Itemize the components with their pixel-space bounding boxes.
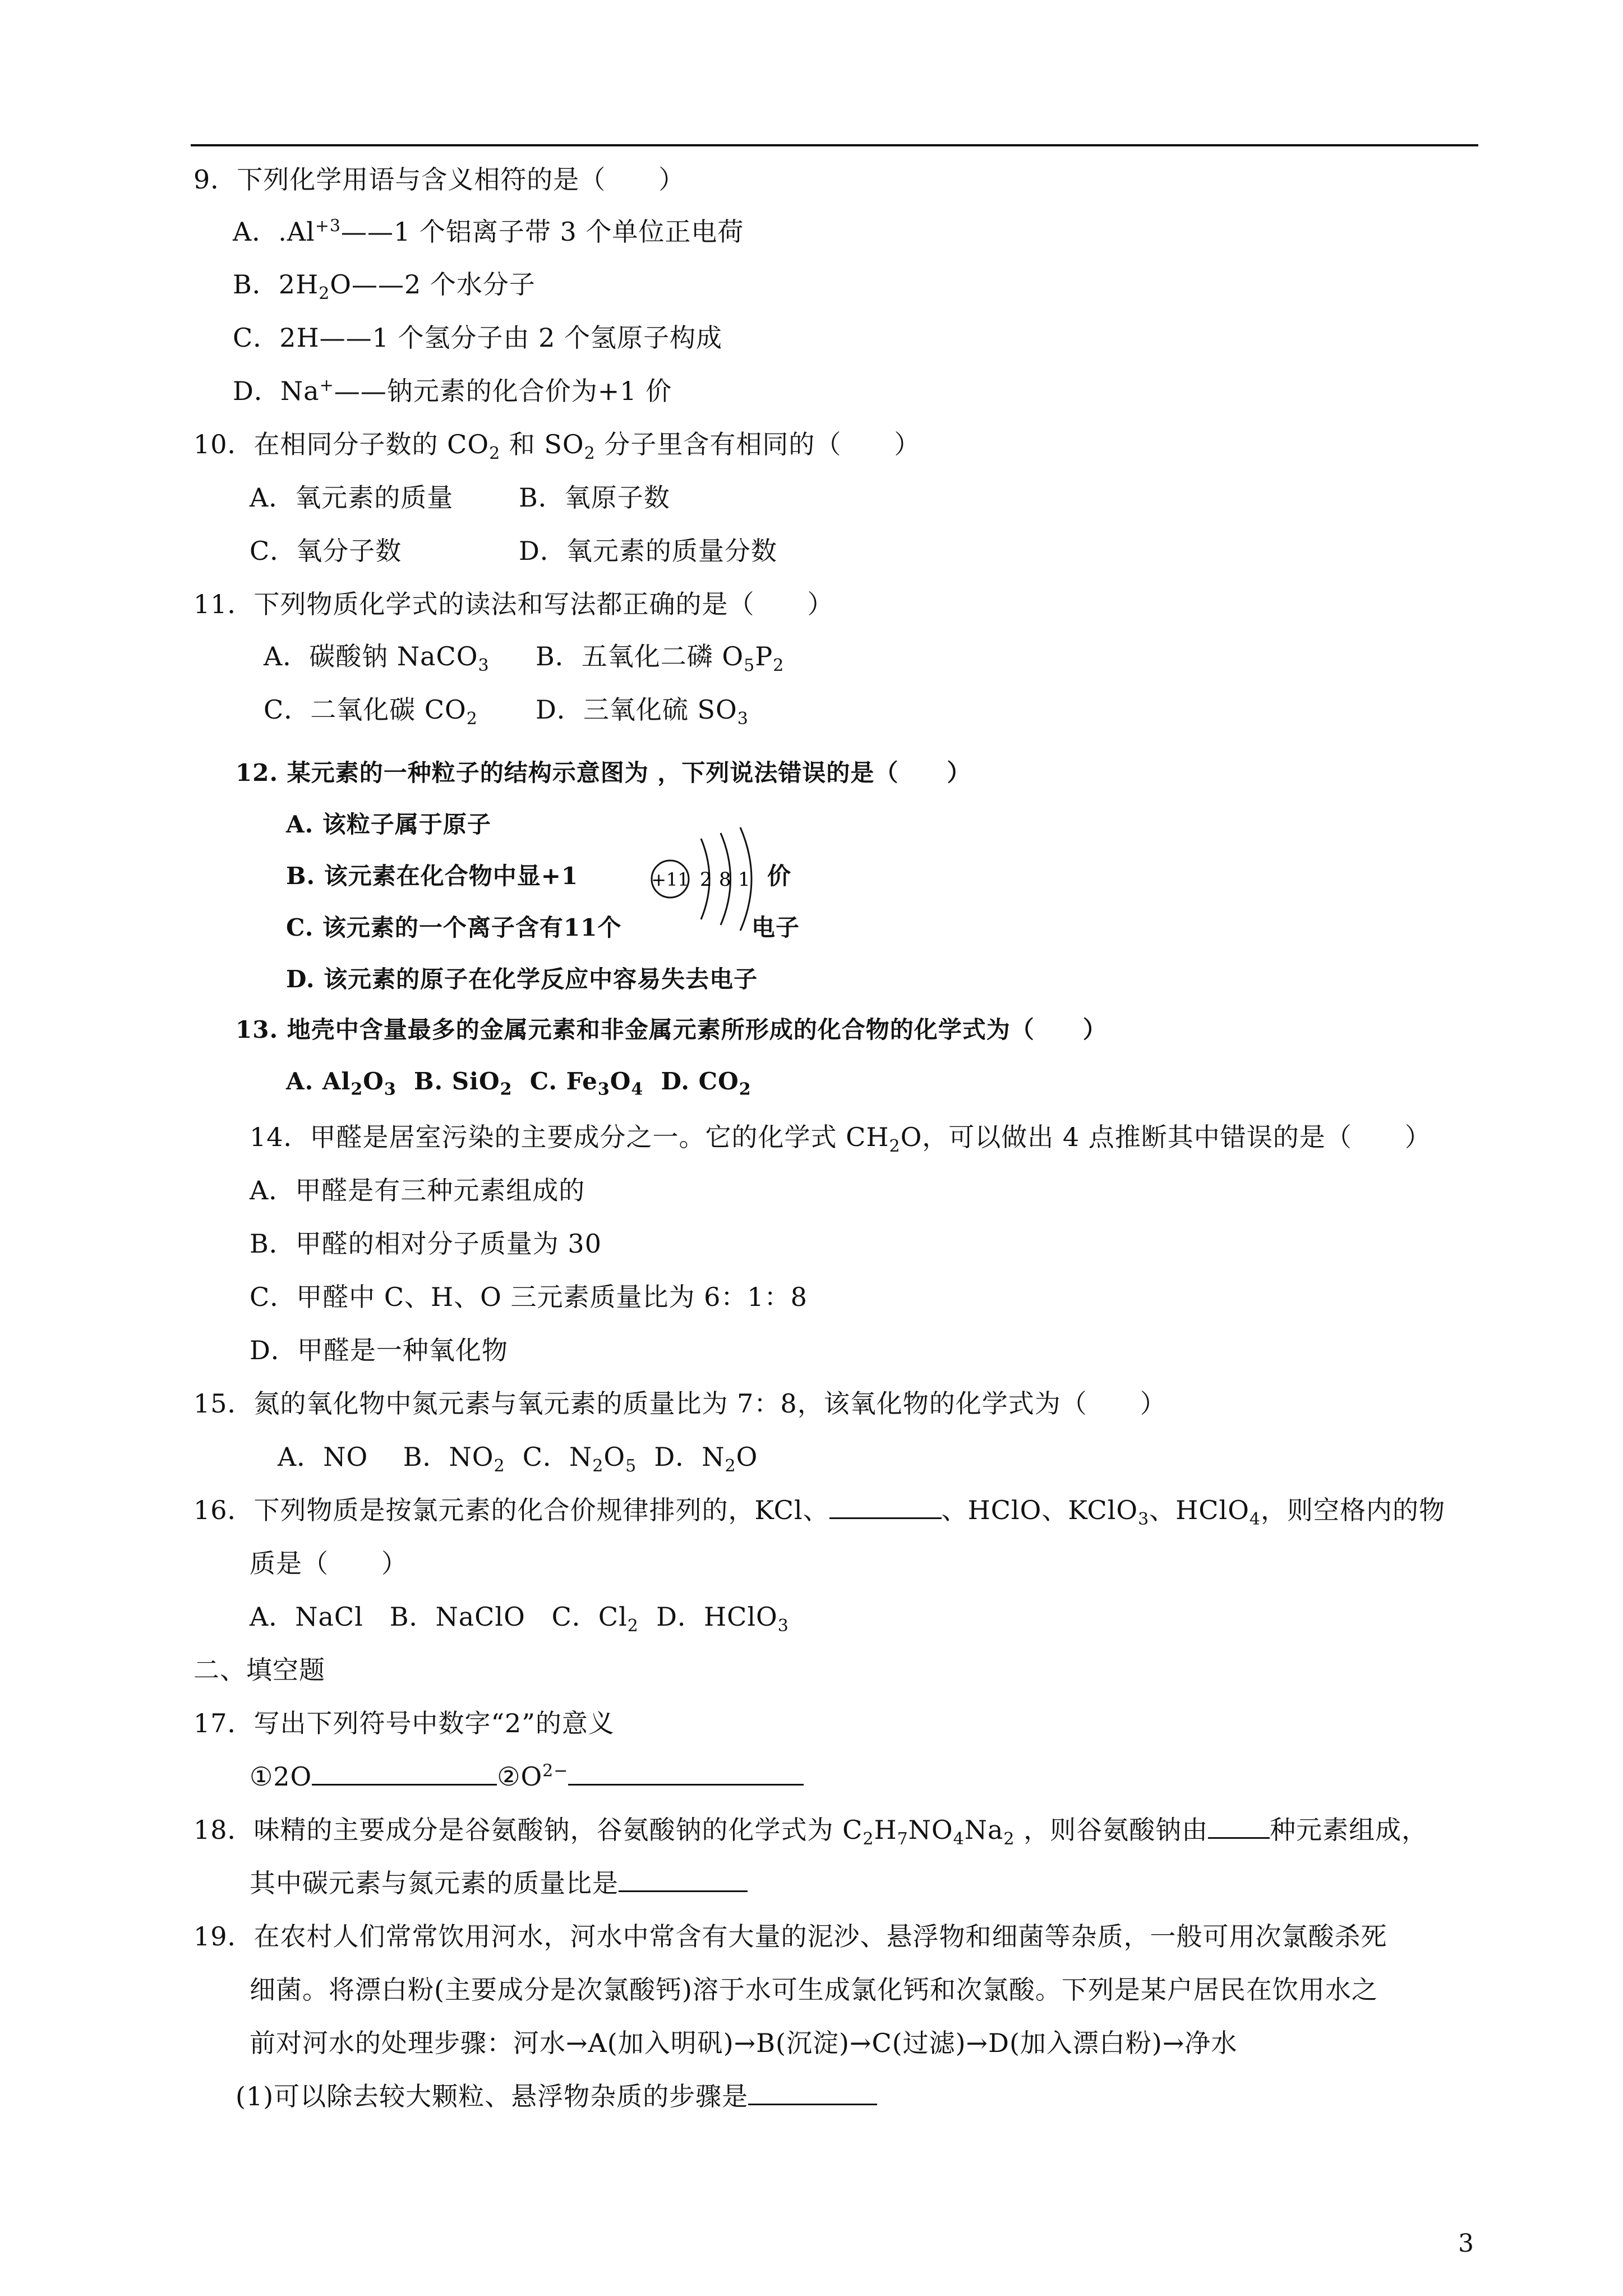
q16-stem-continued: 质是（ ） <box>250 1548 408 1579</box>
section-heading: 二、填空题 <box>193 1655 325 1685</box>
q12-option-d: D. 该元素的原子在化学反应中容易失去电子 <box>286 965 758 993</box>
q18-blank-1 <box>1208 1814 1270 1839</box>
q12-option-c-tail: 电子 <box>751 914 800 941</box>
q11-option-c: C．二氧化碳 $CO_2$ <box>264 694 478 729</box>
q10-option-d: D．氧元素的质量分数 <box>519 536 777 566</box>
q19-line-2: 细菌。将漂白粉(主要成分是次氯酸钙)溶于水可生成氯化钙和次氯酸。下列是某户居民在饮用水之 <box>250 1975 1378 2005</box>
q15-stem: 15．氮的氧化物中氮元素与氧元素的质量比为 7：8，该氧化物的化学式为（ ） <box>193 1388 1166 1419</box>
q10-option-b: B．氧原子数 <box>519 482 670 513</box>
q19-line-1: 19．在农村人们常常饮用河水，河水中常含有大量的泥沙、悬浮物和细菌等杂质，一般可用次氯酸杀死 <box>193 1921 1387 1952</box>
q9-option-b: B．$2H_2O——2$ 个水分子 <box>233 269 536 304</box>
q14-option-d: D．甲醛是一种氧化物 <box>250 1335 508 1365</box>
q19-blank-1 <box>748 2080 877 2105</box>
q18-line-2: 其中碳元素与氮元素的质量比是 <box>250 1866 748 1900</box>
q19-line-3: 前对河水的处理步骤：河水→A(加入明矾)→B(沉淀)→C(过滤)→D(加入漂白粉)→净水 <box>250 2028 1238 2058</box>
atom-structure-diagram <box>645 816 774 945</box>
q9-stem: 9．下列化学用语与含义相符的是（ ） <box>193 164 685 195</box>
nucleus-charge: +11 <box>651 869 689 890</box>
q16-options: A．NaCl B．NaClO C．$Cl_2$ D．HClO$_3$ <box>250 1602 789 1636</box>
shell-3-electrons: 1 <box>738 868 750 891</box>
q14-option-a: A．甲醛是有三种元素组成的 <box>250 1175 585 1205</box>
q10-option-c: C．氧分子数 <box>250 536 402 566</box>
q11-option-a: A．碳酸钠 NaCO$_3$ <box>264 641 490 676</box>
header-rule <box>191 144 1478 146</box>
q11-option-d: D．三氧化硫 $SO_3$ <box>536 694 749 729</box>
q12-option-a: A. 该粒子属于原子 <box>286 811 491 838</box>
q12-stem: 12. 某元素的一种粒子的结构示意图为 ，下列说法错误的是（ ） <box>236 759 971 786</box>
shell-2-electrons: 8 <box>719 868 731 891</box>
page-number: 3 <box>1458 2229 1474 2258</box>
q17-blank-1 <box>312 1760 497 1786</box>
shell-1-electrons: 2 <box>700 868 712 891</box>
q9-option-d: D．Na+——钠元素的化合价为+1 价 <box>233 375 672 406</box>
q17-stem: 17．写出下列符号中数字“2”的意义 <box>193 1708 615 1738</box>
q14-option-b: B．甲醛的相对分子质量为 30 <box>250 1228 602 1259</box>
q14-option-c: C．甲醛中 C、H、O 三元素质量比为 6：1：8 <box>250 1282 808 1312</box>
q16-blank <box>829 1494 942 1519</box>
q16-stem: 16．下列物质是按氯元素的化合价规律排列的，KCl、 、HClO、KClO$_3$、HClO$_4$，则空格内的物 <box>193 1495 1446 1530</box>
q12-option-c: C. 该元素的一个离子含有11个 <box>286 914 622 941</box>
q13-stem: 13. 地壳中含量最多的金属元素和非金属元素所形成的化合物的化学式为（ ） <box>236 1016 1107 1043</box>
q10-stem: 10．在相同分子数的 $CO_2$ 和 $SO_2$ 分子里含有相同的（ ） <box>193 429 921 464</box>
q13-options: A. $Al_2O_3$ B. SiO$_2$ C. $Fe_3O_4$ D. $CO_2$ <box>286 1068 751 1099</box>
q14-stem: 14．甲醛是居室污染的主要成分之一。它的化学式 $CH_2O$，可以做出 4 点推断其中错误的是（ ） <box>250 1122 1431 1157</box>
q10-option-a: A．氧元素的质量 <box>250 482 454 513</box>
q15-options: A．NO B．$NO_2$ C．$N_2O_5$ D．$N_2O$ <box>278 1442 758 1476</box>
q18-line-1: 18．味精的主要成分是谷氨酸钠，谷氨酸钠的化学式为 $C_2H_7NO_4Na_2$ ，则谷氨酸钠由 种元素组成， <box>193 1815 1428 1849</box>
q11-stem: 11．下列物质化学式的读法和写法都正确的是（ ） <box>193 589 834 619</box>
q12-option-b: B. 该元素在化合物中显+1 <box>286 862 579 890</box>
q17-items: ①2O $②O^{2-}$ <box>250 1760 804 1793</box>
q12-option-b-tail: 价 <box>767 862 792 890</box>
q19-subquestion-1: (1)可以除去较大颗粒、悬浮物杂质的步骤是 <box>236 2079 877 2113</box>
q9-option-a: A．$.Al^{+3}——1$ 个铝离子带 3 个单位正电荷 <box>233 216 744 247</box>
q9-option-c: C．2H——1 个氢分子由 2 个氢原子构成 <box>233 323 722 353</box>
q11-option-b: B．五氧化二磷 $O_5P_2$ <box>536 641 785 676</box>
q18-blank-2 <box>619 1867 748 1892</box>
q17-blank-2 <box>568 1760 804 1786</box>
